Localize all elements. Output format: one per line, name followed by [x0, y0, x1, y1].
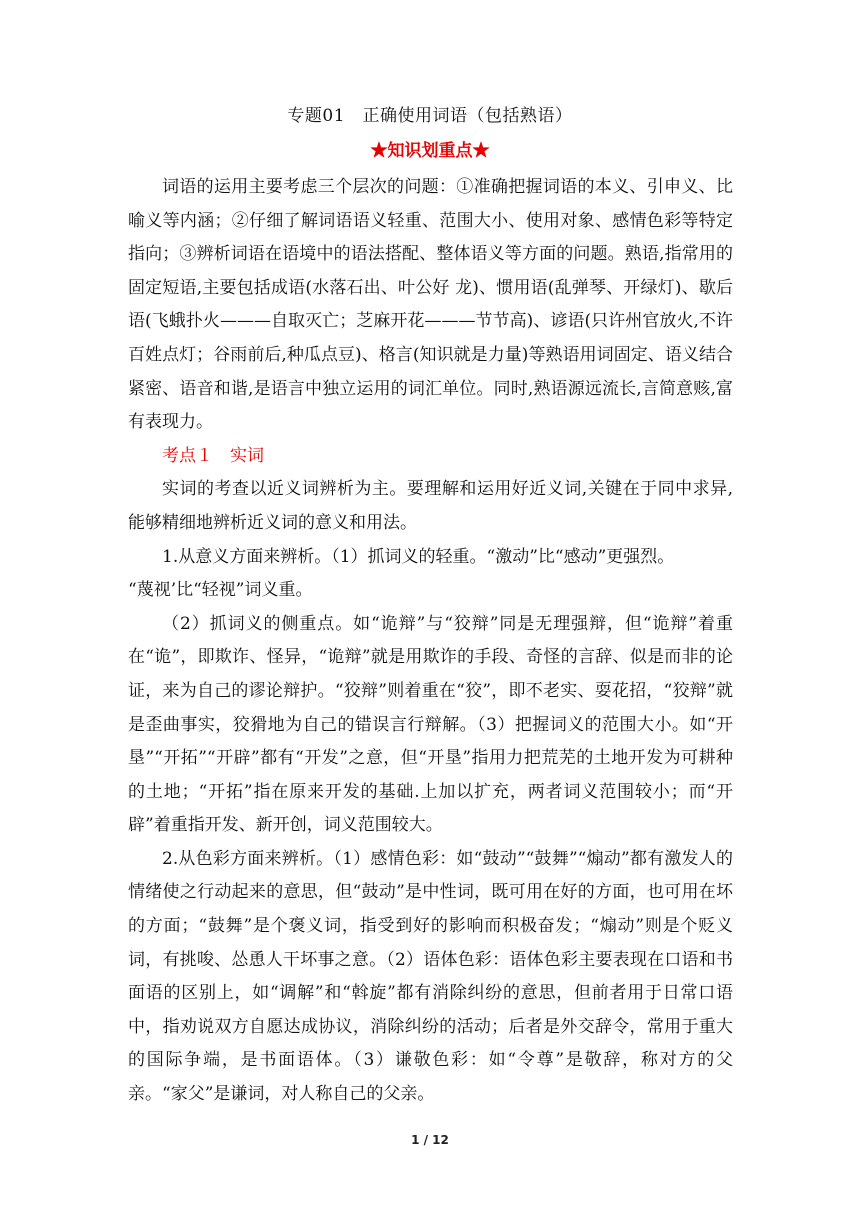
page-number: 1 / 12 — [411, 1133, 449, 1147]
point-one-detail-paragraph: （2）抓词义的侧重点。如“诡辩”与“狡辩”同是无理强辩，但“诡辩”着重在“诡”，即欺诈、怪异，“诡辩”就是用欺诈的手段、奇怪的言辞、似是而非的论证，来为自己的谬论辩护。“狡辩”则着重在“狡”，即不老实、耍花招，“狡辩”就是歪曲事实，狡猾地为自己的错误言行辩解。（3）把握词义的范围大小。如“开垦”“开拓”“开辟”都有“开发”之意，但“开垦”指用力把荒芜的土地开发为可耕种的土地；“开拓”指在原来开发的基础.上加以扩充，两者词义范围较小；而“开辟”着重指开发、新开创，词义范围较大。 — [128, 613, 733, 836]
section-heading-notional-words: 考点１ 实词 — [162, 445, 264, 466]
document-body — [128, 171, 733, 1112]
point-one-continuation: “蔑视’比“轻视”词义重。 — [128, 580, 313, 601]
document-title: 专题01 正确使用词语（包括熟语） — [287, 106, 573, 126]
section-intro-paragraph: 实词的考查以近义词辨析为主。要理解和运用好近义词,关键在于同中求异,能够精细地辨析近义词的意义和用法。 — [128, 479, 733, 533]
intro-paragraph: 词语的运用主要考虑三个层次的问题：①准确把握词语的本义、引申义、比喻义等内涵；②仔细了解词语语义轻重、范围大小、使用对象、感情色彩等特定指向；③辨析词语在语境中的语法搭配、整体语义等方面的问题。熟语,指常用的固定短语,主要包括成语(水落石出、叶公好 龙)、惯用语(乱弹琴、开绿灯)、歇后语(飞蛾扑火———自取灭亡；芝麻开花———节节高)、谚语(只许州官放火,不许百姓点灯；谷雨前后,种瓜点豆)、格言(知识就是力量)等熟语用词固定、语义结合紧密、语音和谐,是语言中独立运用的词汇单位。同时,熟语源远流长,言简意赅,富有表现力。 — [128, 177, 733, 433]
section-subtitle: ★知识划重点★ — [370, 141, 490, 161]
point-one-paragraph: 1.从意义方面来辨析。（1）抓词义的轻重。“激动”比“感动”更强烈。 — [162, 546, 675, 567]
point-two-paragraph: 2.从色彩方面来辨析。（1）感情色彩：如“鼓动”“鼓舞”“煽动”都有激发人的情绪使之行动起来的意思，但“鼓动”是中性词，既可用在好的方面，也可用在坏的方面；“鼓舞”是个褒义词，指受到好的影响而积极奋发；“煽动”则是个贬义词，有挑唆、怂恿人干坏事之意。（2）语体色彩：语体色彩主要表现在口语和书面语的区别上，如“调解”和“斡旋”都有消除纠纷的意思，但前者用于日常口语中，指劝说双方自愿达成协议，消除纠纷的活动；后者是外交辞令，常用于重大的国际争端，是书面语体。（3）谦敬色彩：如“令尊”是敬辞，称对方的父亲。“家父”是谦词，对人称自己的父亲。 — [128, 848, 733, 1105]
